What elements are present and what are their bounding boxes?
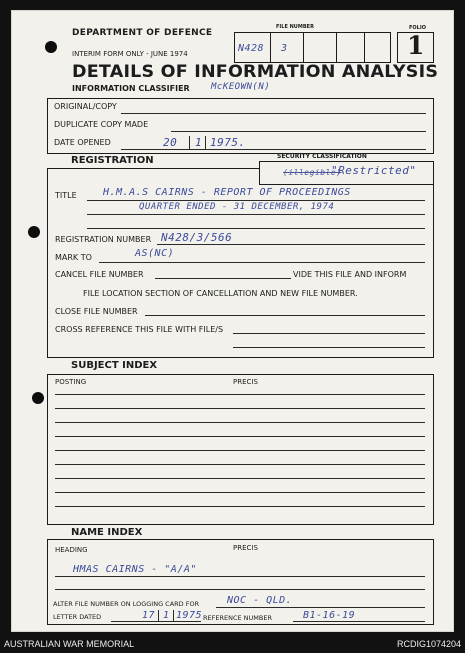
date-opened-month: 1 [195, 136, 203, 149]
name-index-entry: HMAS CAIRNS - "A/A" [73, 564, 197, 575]
security-value: "Restricted" [331, 164, 417, 177]
file-number-label: FILE NUMBER [276, 24, 314, 30]
date-opened-day: 20 [163, 136, 178, 149]
name-index-heading: NAME INDEX [71, 527, 143, 538]
footer-right: RCDIG1074204 [396, 639, 461, 649]
alter-file-label: ALTER FILE NUMBER ON LOGGING CARD FOR [53, 600, 200, 608]
footer-left: AUSTRALIAN WAR MEMORIAL [4, 639, 135, 649]
folio-value: 1 [407, 31, 425, 60]
title-line2: QUARTER ENDED - 31 DECEMBER, 1974 [139, 202, 335, 212]
name-precis-label: PRECIS [233, 544, 258, 552]
duplicate-copy-label: DUPLICATE COPY MADE [54, 120, 149, 129]
punch-hole-lower [32, 392, 44, 404]
letter-dated-year: 1975 [176, 610, 203, 621]
vide-label: VIDE THIS FILE AND INFORM [293, 270, 407, 279]
registration-number-label: REGISTRATION NUMBER [55, 235, 152, 244]
original-copy-label: ORIGINAL/COPY [54, 102, 117, 111]
date-opened-label: DATE OPENED [54, 138, 111, 147]
title-line1: H.M.A.S CAIRNS - REPORT OF PROCEEDINGS [103, 187, 351, 198]
classifier-label: INFORMATION CLASSIFIER [72, 84, 190, 93]
file-number-part1: N428 [238, 43, 265, 54]
reference-number-value: B1-16-19 [303, 610, 356, 621]
department-title: DEPARTMENT OF DEFENCE [72, 28, 213, 38]
file-location-label: FILE LOCATION SECTION OF CANCELLATION AND NEW FILE NUMBER. [83, 289, 358, 298]
file-number-part2: 3 [281, 43, 288, 54]
security-struck: (illegible) [283, 168, 342, 177]
folio-label: FOLIO [409, 25, 426, 31]
name-heading-label: HEADING [55, 546, 88, 554]
date-opened-year: 1975. [210, 136, 246, 149]
subject-precis-label: PRECIS [233, 378, 258, 386]
registration-heading: REGISTRATION [71, 155, 154, 166]
letter-dated-month: 1 [163, 610, 170, 621]
page-title: DETAILS OF INFORMATION ANALYSIS [72, 62, 439, 82]
alter-file-value: NOC - QLD. [227, 595, 293, 606]
classifier-value: McKEOWN(N) [211, 82, 271, 92]
registration-number-value: N428/3/566 [161, 231, 233, 244]
posting-label: POSTING [55, 378, 87, 386]
reference-number-label: REFERENCE NUMBER [203, 614, 272, 622]
punch-hole-top [45, 41, 57, 53]
punch-hole-middle [28, 226, 40, 238]
mark-to-label: MARK TO [55, 253, 92, 262]
form-sheet [11, 10, 454, 632]
subject-index-heading: SUBJECT INDEX [71, 360, 158, 371]
title-label: TITLE [55, 191, 77, 200]
cancel-file-label: CANCEL FILE NUMBER [55, 270, 144, 279]
letter-dated-label: LETTER DATED [53, 613, 102, 621]
mark-to-value: AS(NC) [135, 248, 175, 259]
cross-reference-label: CROSS REFERENCE THIS FILE WITH FILE/S [55, 325, 224, 334]
letter-dated-day: 17 [142, 610, 156, 621]
interim-note: INTERIM FORM ONLY - JUNE 1974 [72, 50, 188, 58]
security-label: SECURITY CLASSIFICATION [277, 153, 367, 160]
close-file-label: CLOSE FILE NUMBER [55, 307, 138, 316]
